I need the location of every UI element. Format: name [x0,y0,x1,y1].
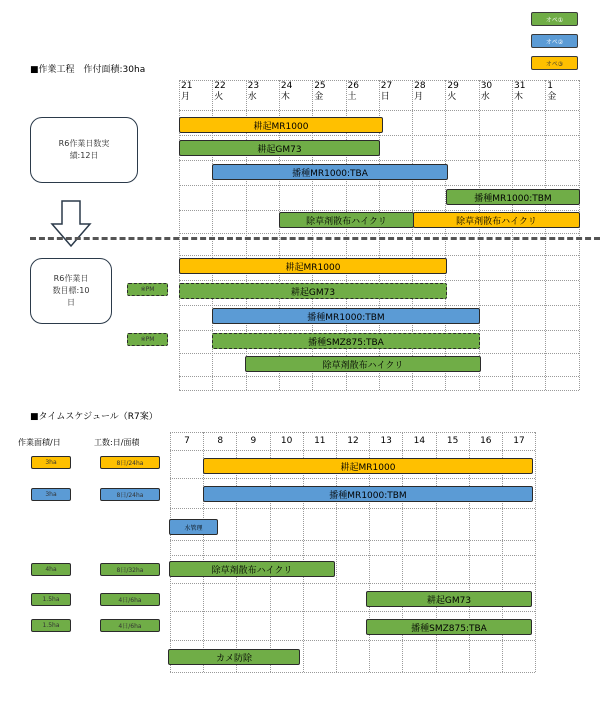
bar-water-management-r7: 水管理 [169,519,218,535]
bar-sow-mr1000-tbm-target: 播種MR1000:TBM [212,308,480,324]
hour-label: 17 [513,436,525,446]
date-number: 23 [247,81,260,91]
weekday: 水 [480,92,490,102]
date-label [281,81,292,103]
legend-op2: オペ② [531,34,578,48]
section2-title: ■タイムスケジュール（R7案） [30,412,158,422]
date-number: 31 [514,81,526,91]
hour-label: 7 [184,436,190,446]
bar-till-gm73-target: 耕起GM73 [179,283,447,299]
grid-hline [170,640,535,641]
bar-sow-mr1000-tbm-r7: 播種MR1000:TBM [203,486,533,502]
bar-till-mr1000-target: 耕起MR1000 [179,258,447,274]
hour-label: 16 [480,436,492,446]
date-label [514,81,525,103]
grid-hline [179,305,579,306]
effort-tag-6: 4日/6ha [100,619,160,632]
bar-herbicide-target: 除草剤散布ハイクリ [245,356,481,372]
hour-label: 13 [380,436,392,446]
legend-op1: オペ① [531,12,578,26]
weekday: 月 [414,92,424,102]
grid-hline [179,135,579,136]
hour-label: 11 [314,436,326,446]
r6-actual-days-text: R6作業日数実 績:12日 [58,139,110,160]
effort-tag-5: 4日/6ha [100,593,160,606]
date-number: 30 [480,81,493,91]
effort-tag-4: 8日/32ha [100,563,160,576]
grid-hline [179,255,579,256]
date-label [381,81,392,103]
r6-target-days-text: R6作業日 数目標:10 日 [52,274,90,307]
bar-turtle-control-r7: カメ防除 [168,649,300,665]
date-label [414,81,425,103]
grid-hline [170,555,535,556]
date-label [248,81,259,103]
grid-hline [170,508,535,509]
hour-label: 8 [217,436,224,446]
grid-hline [179,233,579,234]
bar-herbicide-yellow-top: 除草剤散布ハイクリ [413,212,580,228]
date-number: 25 [314,81,326,91]
grid-hline [179,280,579,281]
effort-tag-2: 8日/24ha [100,488,160,501]
grid-hline [179,160,579,161]
weekday: 木 [514,92,524,102]
col-effort-header: 工数:日/面積 [94,438,140,447]
hour-label: 10 [280,436,293,446]
pm-tag-1: ※PM [127,283,168,296]
date-number: 26 [347,81,359,91]
bar-sow-mr1000-tba-top: 播種MR1000:TBA [212,164,448,180]
grid-hline [170,478,535,479]
date-number: 22 [214,81,226,91]
area-tag-2: 3ha [31,488,71,501]
date-label [481,81,492,103]
grid-hline [179,185,579,186]
date-label [547,81,556,103]
date-label [447,81,458,103]
grid-hline [179,353,579,354]
grid-hline [179,110,579,111]
bar-sow-mr1000-tbm-top: 播種MR1000:TBM [446,189,580,205]
area-tag-1: 3ha [31,456,71,469]
bar-herbicide-green-top: 除草剤散布ハイクリ [279,212,414,228]
hour-label: 12 [347,436,359,446]
date-number: 24 [280,81,293,91]
grid-hline [179,330,579,331]
bar-till-mr1000-top: 耕起MR1000 [179,117,383,133]
grid-hline [179,210,579,211]
grid-hline [179,390,579,391]
area-tag-6: 1.5ha [31,619,71,632]
grid-hline [179,80,579,81]
grid-vline [579,80,580,390]
grid-hline [170,432,535,433]
grid-hline [179,376,579,377]
grid-hline [170,540,535,541]
grid-hline [170,583,535,584]
grid-vline [512,80,513,390]
area-tag-5: 1.5ha [31,593,71,606]
r6-actual-days-box [30,117,138,183]
date-label [314,81,325,103]
weekday: 月 [181,92,191,102]
down-arrow-icon [50,200,92,248]
area-tag-4: 4ha [31,563,71,576]
grid-hline [170,611,535,612]
hour-label: 14 [413,436,426,446]
r6-target-days-box [30,258,112,324]
pm-tag-2: ※PM [127,333,168,346]
bar-sow-smz875-tba-target: 播種SMZ875:TBA [212,333,480,349]
date-number: 1 [547,81,554,91]
bar-till-gm73-r7: 耕起GM73 [366,591,532,607]
hour-label: 15 [446,436,459,446]
date-label [214,81,225,103]
hour-label: 9 [250,436,257,446]
grid-vline [170,432,171,672]
grid-hline [170,672,535,673]
bar-till-gm73-top: 耕起GM73 [179,140,380,156]
bar-till-mr1000-r7: 耕起MR1000 [203,458,533,474]
bar-sow-smz875-tba-r7: 播種SMZ875:TBA [366,619,532,635]
date-number: 21 [181,81,193,91]
date-number: 29 [447,81,459,91]
grid-hline [170,450,535,451]
section-separator [30,237,600,240]
weekday: 火 [447,92,457,102]
weekday: 金 [547,92,557,102]
date-label [348,81,359,103]
weekday: 金 [314,92,324,102]
effort-tag-1: 8日/24ha [100,456,160,469]
date-number: 28 [414,81,426,91]
bar-herbicide-r7: 除草剤散布ハイクリ [169,561,335,577]
weekday: 日 [380,92,390,102]
grid-vline [535,432,536,672]
col-area-header: 作業面積/日 [18,438,61,447]
section1-title: ■作業工程 作付面積:30ha [30,65,146,75]
grid-vline [545,80,546,390]
date-number: 27 [380,81,393,91]
legend-op3: オペ③ [531,56,578,70]
date-label [181,81,192,103]
weekday: 土 [347,92,357,102]
weekday: 木 [280,92,290,102]
weekday: 水 [247,92,257,102]
weekday: 火 [214,92,224,102]
